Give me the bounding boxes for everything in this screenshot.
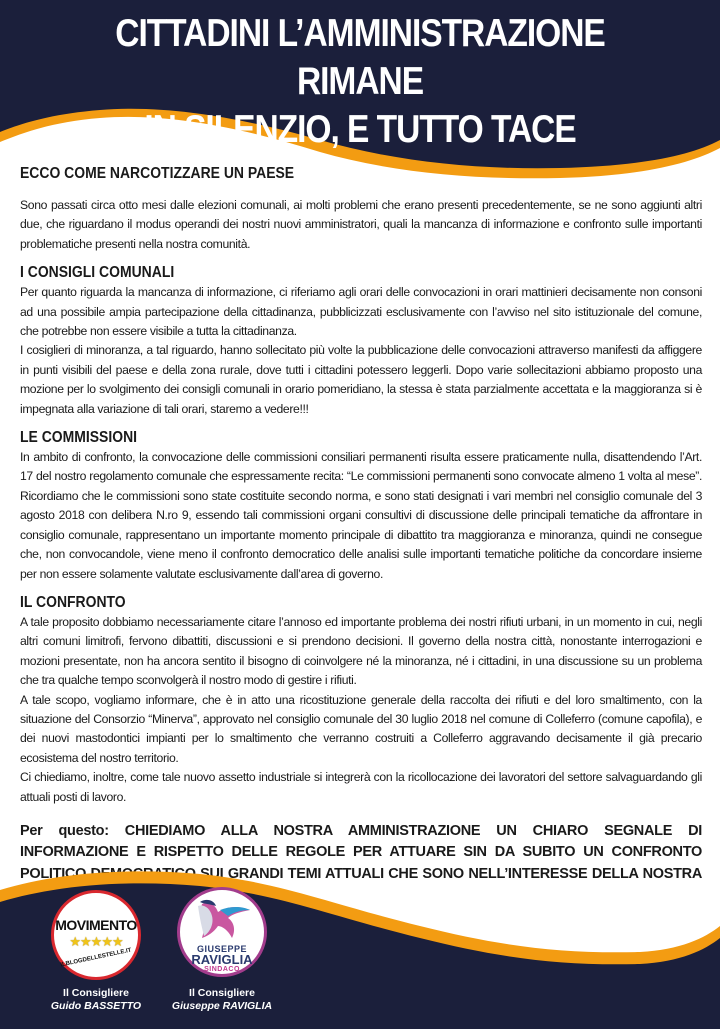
intro-heading: ECCO COME NARCOTIZZARE UN PAESE	[20, 165, 295, 182]
section-heading-consigli: I CONSIGLI COMUNALI	[20, 264, 175, 282]
intro-paragraph: Sono passati circa otto mesi dalle elezioni comunali, ai molti problemi che erano presenti precedentemente, se ne sono aggiunti altri due, che riguardano il modus operandi dei nostri nuovi amministratori, quali la mancanza di informazione e confronto sulle importanti problematiche presenti nella nostra comunità.	[20, 198, 702, 251]
closing-text: CHIEDIAMO ALLA NOSTRA AMMINISTRAZIONE UN CHIARO SEGNALE DI INFORMAZIONE E RISPETTO DELLE REGOLE PER ATTUARE SIN DA SUBITO UN CONFRONTO POLITICO SUI GRANDI TEMI ATTUALI CHE SONO NELL’INTERESSE DELLA NOSTRA	[20, 822, 702, 882]
giuseppe-raviglia-logo	[177, 887, 267, 977]
title-line-2: IN SILENZIO, E TUTTO TACE	[144, 108, 576, 151]
signature-name: Giuseppe RAVIGLIA	[171, 1000, 273, 1012]
closing-lead: Per questo:	[20, 822, 125, 839]
raviglia-logo-line3: SINDACO	[204, 966, 240, 973]
m5s-blog-url: ILBLOGDELLESTELLE.IT	[59, 947, 133, 969]
title-line-1: CITTADINI L’AMMINISTRAZIONE RIMANE	[115, 12, 605, 103]
signature-role: Il Consigliere	[189, 987, 255, 999]
pegasus-icon	[192, 896, 252, 942]
confronto-paragraph-3: Ci chiediamo, inoltre, come tale nuovo assetto industriale si integrerà con la ricollocazione dei lavoratori del settore salvaguardando gli attuali posti di lavoro.	[20, 770, 702, 804]
section-heading-confronto: IL CONFRONTO	[20, 593, 126, 611]
article-body	[20, 164, 702, 921]
signature-name: Guido BASSETTO	[50, 1000, 142, 1012]
confronto-paragraph-2: A tale scopo, vogliamo informare, che è in atto una ricostituzione generale della raccolta dei rifiuti e del loro smaltimento, con la situazione del Consorzio “Minerva”, approvato nel consiglio comunale del 30 luglio 2018 nel comune di Colleferro (comune capofila), e dei nuovi mastodontici impianti per lo smaltimento che verranno costruiti a Colleferro aggravando decisamente il già precario ecosistema del nostro territorio.	[20, 692, 702, 765]
consigli-paragraph-2: I cosiglieri di minoranza, a tal riguardo, hanno sollecitato più volte la pubblicazione delle convocazioni attraverso manifesti da affiggere in punti visibili del paese e della zona rurale, dove tutti i cittadini potessero leggerli. Dopo varie sollecitazioni abbiamo proposto una mozione per lo svolgimento dei consigli comunali in orario pomeridiano, la stessa è stata parzialmente accettata e la maggioranza si è impegnata alla variazione di tali orari, staremo a vedere!!!	[20, 343, 702, 416]
signature-role: Il Consigliere	[63, 987, 129, 999]
five-stars-icon: ★★★★★	[69, 934, 123, 949]
confronto-paragraph-1: A tale proposito dobbiamo necessariamente citare l’annoso ed importante problema dei nostri rifiuti urbani, in un momento in cui, negli altri comuni limitrofi, fervono dibattiti, discussioni e si prendono decisioni. Il governo della nostra città, nonostante interrogazioni e mozioni presentate, non ha ancora sentito il bisogno di coinvolgere né la minoranza, né i cittadini, in una discussione su un problema che tra qualche tempo sconvolgerà il nostro modo di gestire i rifiuti.	[20, 614, 702, 688]
consigli-paragraph-1: Per quanto riguarda la mancanza di informazione, ci riferiamo agli orari delle convocazioni in orari mattinieri decisamente non consoni ad una possibile ampia partecipazione della cittadinanza, pubblicizzati esclusivamente con l’avviso nel sito istituzionale del comune, che potrebbe non essere visibile a tutta la cittadinanza.	[20, 285, 702, 339]
page-title	[50, 10, 669, 154]
signature-raviglia	[147, 987, 297, 1013]
raviglia-logo-line1: GIUSEPPE	[196, 944, 247, 954]
m5s-wordmark: MOVIMENTO	[55, 917, 137, 933]
section-heading-commissioni: LE COMMISSIONI	[20, 429, 138, 447]
movimento-5-stelle-logo	[51, 890, 141, 980]
commissioni-paragraph-1: In ambito di confronto, la convocazione delle commissioni consiliari permanenti risulta essere praticamente nulla, disattendendo l’Art. 17 del nostro regolamento comunale che espressamente recita: “Le commissioni permanenti sono convocate almeno 1 volta al mese”. Ricordiamo che le commissioni sono state costituite secondo norma, e sono stati designati i vari membri nel consiglio comunale del 3 agosto 2018 con delibera N.ro 9, essendo tali commissioni organi consultivi di discussione delle principali tematiche da affrontare in consiglio comunale, rappresentano un importante momento principale di dibattito tra maggioranza e minoranza, quindi ne consegue che, non convocandole, viene meno il confronto democratico delle analisi sulle importanti tematiche politiche da concordare insieme per non essere solamente valutate esclusivamente dall’area di governo.	[20, 450, 702, 581]
raviglia-logo-line2: RAVIGLIA	[191, 952, 253, 967]
